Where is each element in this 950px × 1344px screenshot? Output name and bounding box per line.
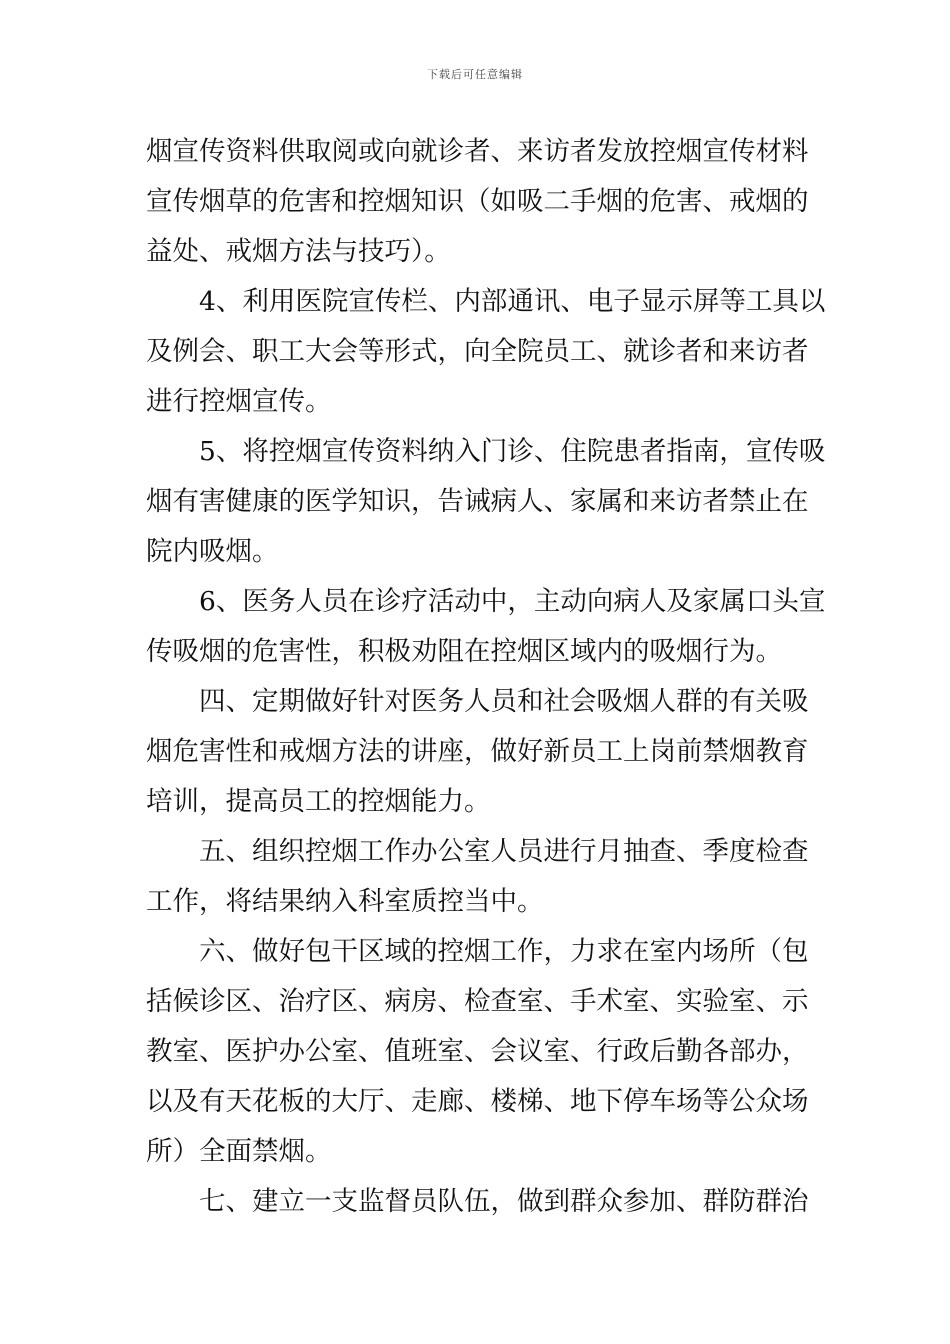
paragraph-start-line: 四、定期做好针对医务人员和社会吸烟人群的有关吸 [199, 686, 809, 717]
text-line: 以及有天花板的大厅、走廊、楼梯、地下停车场等公众场 [146, 1086, 809, 1117]
text-line: 所）全面禁烟。 [146, 1136, 332, 1167]
document-body [146, 127, 826, 1227]
text-line: 烟有害健康的医学知识，告诫病人、家属和来访者禁止在 [146, 486, 809, 517]
text-line: 教室、医护办公室、值班室、会议室、行政后勤各部办， [146, 1036, 809, 1067]
text-line: 传吸烟的危害性，积极劝阻在控烟区域内的吸烟行为。 [146, 636, 782, 667]
paragraph-start-line: 五、组织控烟工作办公室人员进行月抽查、季度检查 [199, 836, 809, 867]
text-line: 及例会、职工大会等形式，向全院员工、就诊者和来访者 [146, 336, 809, 367]
text-line: 培训，提高员工的控烟能力。 [146, 786, 491, 817]
text-line: 烟宣传资料供取阅或向就诊者、来访者发放控烟宣传材料 [146, 136, 809, 167]
text-line: 烟危害性和戒烟方法的讲座，做好新员工上岗前禁烟教育 [146, 736, 809, 767]
paragraph-start-line: 七、建立一支监督员队伍，做到群众参加、群防群治 [199, 1186, 809, 1217]
text-line: 院内吸烟。 [146, 536, 279, 567]
text-line: 益处、戒烟方法与技巧）。 [146, 236, 451, 267]
text-line: 括候诊区、治疗区、病房、检查室、手术室、实验室、示 [146, 986, 809, 1017]
paragraph-start-line: 5、将控烟宣传资料纳入门诊、住院患者指南，宣传吸 [199, 436, 826, 467]
paragraph-start-line: 6、医务人员在诊疗活动中，主动向病人及家属口头宣 [199, 586, 826, 617]
text-line: 进行控烟宣传。 [146, 386, 332, 417]
paragraph-start-line: 4、利用医院宣传栏、内部通讯、电子显示屏等工具以 [199, 286, 826, 317]
text-line: 工作，将结果纳入科室质控当中。 [146, 886, 544, 917]
page-header: 下载后可任意编辑 [427, 68, 523, 81]
text-line: 宣传烟草的危害和控烟知识（如吸二手烟的危害、戒烟的 [146, 186, 809, 217]
paragraph-start-line: 六、做好包干区域的控烟工作，力求在室内场所（包 [199, 936, 809, 967]
